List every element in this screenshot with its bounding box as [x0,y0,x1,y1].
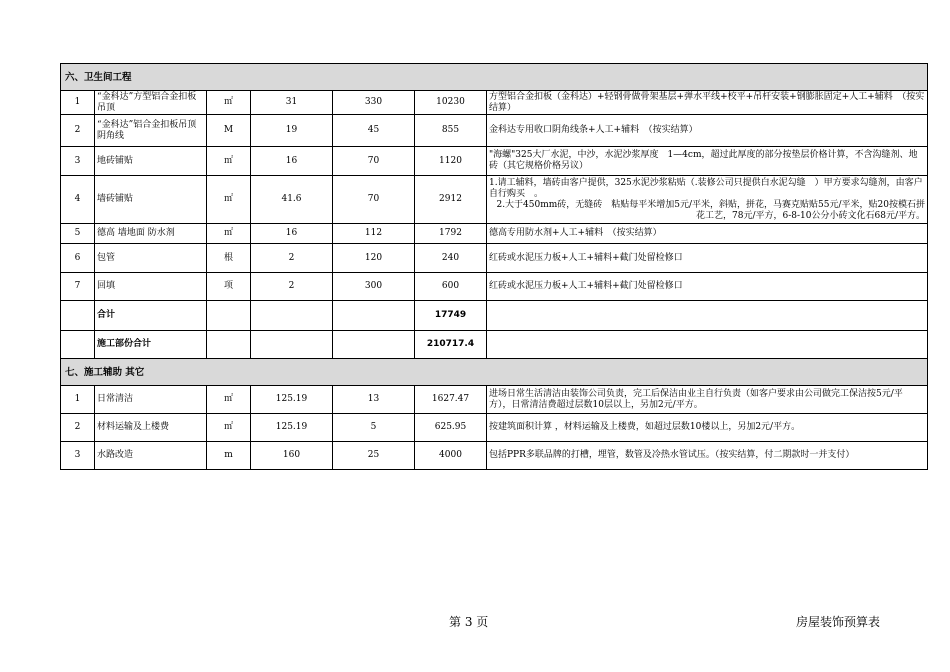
item-unit-price: 112 [333,224,415,244]
item-total: 1792 [415,224,487,244]
item-description: 按建筑面积计算 ，材料运输及上楼费，如超过层数10楼以上，另加2元/平方。 [487,414,928,442]
table-row [61,244,928,273]
row-number: 3 [61,147,95,176]
row-number: 2 [61,115,95,147]
item-unit-price: 45 [333,115,415,147]
item-quantity: 160 [251,442,333,470]
section-header-auxiliary [61,359,928,386]
subtotal-row [61,301,928,331]
table-row [61,273,928,301]
item-total: 625.95 [415,414,487,442]
item-unit: m [207,442,251,470]
item-name: 日常清洁 [95,386,207,414]
item-name: 德高 墙地面 防水剂 [95,224,207,244]
table-row [61,386,928,414]
item-unit-price: 330 [333,91,415,115]
item-total: 2912 [415,176,487,224]
table-row [61,442,928,470]
item-quantity: 2 [251,273,333,301]
item-name: “金科达”铝合金扣板吊顶阴角线 [95,115,207,147]
row-number: 7 [61,273,95,301]
item-name: 材料运输及上楼费 [95,414,207,442]
page-number: 第 3 页 [449,615,489,629]
item-description: 包括PPR多联品牌的打槽，埋管，数管及冷热水管试压。（按实结算，付二期款时一并支付） [487,442,928,470]
item-description: 金科达专用收口阴角线条+人工+辅料 （按实结算） [487,115,928,147]
item-quantity: 16 [251,224,333,244]
item-description: 德高专用防水剂+人工+辅料 （按实结算） [487,224,928,244]
item-unit: 根 [207,244,251,273]
item-unit: ㎡ [207,176,251,224]
item-name: 包管 [95,244,207,273]
item-unit-price: 13 [333,386,415,414]
row-number: 4 [61,176,95,224]
item-quantity: 16 [251,147,333,176]
item-unit-price: 5 [333,414,415,442]
row-number: 1 [61,386,95,414]
section-header-bathroom [61,64,928,91]
description-line-1: 1.请工辅料，墙砖由客户提供，325水泥沙浆粘贴（.装修公司只提供白水泥勾缝 ）甲方要求勾缝剂，由客户自行购买 。 [489,177,923,199]
item-quantity: 125.19 [251,386,333,414]
item-unit: 项 [207,273,251,301]
section-title: 六、卫生间工程 [61,64,928,91]
document-title: 房屋装饰预算表 [796,615,881,629]
row-number: 3 [61,442,95,470]
item-total: 855 [415,115,487,147]
item-unit: ㎡ [207,414,251,442]
item-unit-price: 25 [333,442,415,470]
table-row [61,147,928,176]
item-unit-price: 70 [333,176,415,224]
table-row [61,115,928,147]
item-quantity: 125.19 [251,414,333,442]
subtotal-value: 17749 [415,301,487,331]
item-unit-price: 70 [333,147,415,176]
item-unit-price: 300 [333,273,415,301]
table-row [61,414,928,442]
item-total: 4000 [415,442,487,470]
item-unit: ㎡ [207,147,251,176]
grand-total-row [61,331,928,359]
item-description: 进场日常生活清洁由装饰公司负责，完工后保洁由业主自行负责（如客户要求由公司做完工保洁按5元/平方），日常清洁费超过层数10层以上，另加2元/平方。 [487,386,928,414]
row-number: 6 [61,244,95,273]
item-name: 墙砖铺贴 [95,176,207,224]
item-total: 1627.47 [415,386,487,414]
item-description: 红砖或水泥压力板+人工+辅料+截门处留检修口 [487,273,928,301]
item-name: 地砖铺贴 [95,147,207,176]
item-total: 240 [415,244,487,273]
item-name: “金科达”方型铝合金扣板吊顶 [95,91,207,115]
table-row [61,224,928,244]
item-description: 红砖或水泥压力板+人工+辅料+截门处留检修口 [487,244,928,273]
item-total: 1120 [415,147,487,176]
item-description [487,176,928,224]
grand-total-value: 210717.4 [415,331,487,359]
row-number: 2 [61,414,95,442]
table-row [61,176,928,224]
item-unit-price: 120 [333,244,415,273]
item-unit: ㎡ [207,91,251,115]
item-unit: ㎡ [207,386,251,414]
item-unit: M [207,115,251,147]
budget-table [60,63,928,470]
section-title: 七、施工辅助 其它 [61,359,928,386]
item-total: 10230 [415,91,487,115]
item-quantity: 31 [251,91,333,115]
item-name: 回填 [95,273,207,301]
item-unit: ㎡ [207,224,251,244]
item-quantity: 41.6 [251,176,333,224]
row-number: 1 [61,91,95,115]
item-total: 600 [415,273,487,301]
item-quantity: 19 [251,115,333,147]
item-quantity: 2 [251,244,333,273]
grand-total-label: 施工部份合计 [95,331,207,359]
row-number: 5 [61,224,95,244]
description-line-2: 2.大于450mm砖，无缝砖 粘贴每平米增加5元/平米，斜贴，拼花，马赛克贴贴55元/平米，贴20按模石拼花工艺，78元/平方，6-8-10公分小砖文化石68元/平方。 [496,199,925,221]
table-row [61,91,928,115]
item-description: "海螺"325大厂水泥，中沙，水泥沙浆厚度 1—4cm，超过此厚度的部分按垫层价格计算，不含沟缝剂、地砖（其它规格价格另议） [487,147,928,176]
subtotal-label: 合计 [95,301,207,331]
item-description: 方型铝合金扣板（金科达）+轻钢骨做骨架基层+弹水平线+校平+吊杆安装+钢膨胀固定+人工+辅料 （按实结算） [487,91,928,115]
item-name: 水路改造 [95,442,207,470]
